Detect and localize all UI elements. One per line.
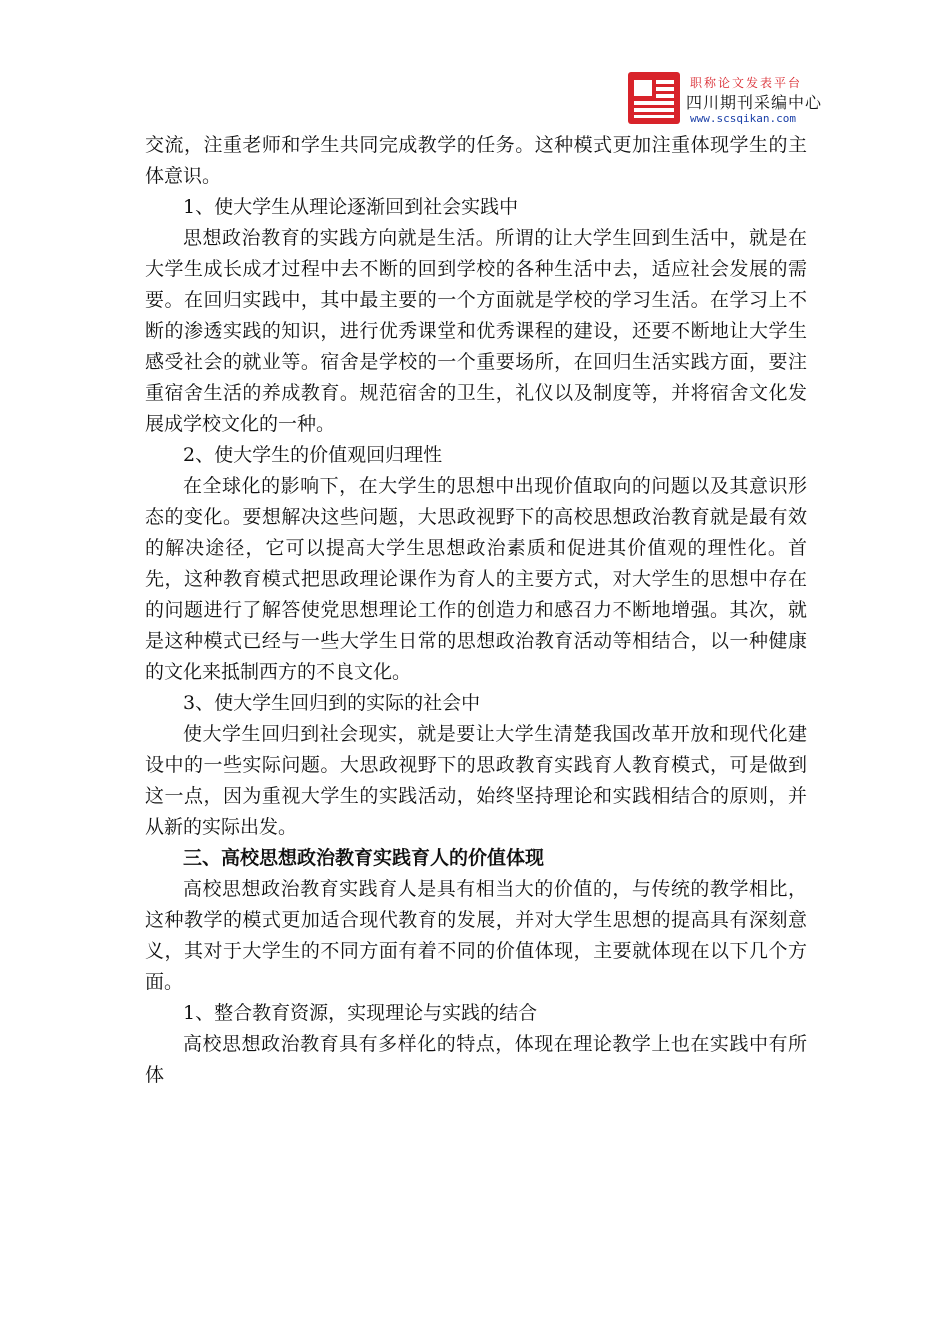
paragraph: 高校思想政治教育具有多样化的特点，体现在理论教学上也在实践中有所体 bbox=[145, 1033, 807, 1086]
section-subheading: 1、整合教育资源，实现理论与实践的结合 bbox=[183, 1002, 538, 1024]
section-heading: 三、高校思想政治教育实践育人的价值体现 bbox=[183, 847, 545, 869]
logo-url: www.scsqikan.com bbox=[690, 112, 796, 125]
paragraph: 使大学生回归到社会现实，就是要让大学生清楚我国改革开放和现代化建设中的一些实际问题。大思政视野下的思政教育实践育人教育模式，可是做到这一点，因为重视大学生的实践活动，始终坚持理论和实践相结合的原则，并从新的实际出发。 bbox=[145, 723, 807, 838]
paragraph: 高校思想政治教育实践育人是具有相当大的价值的，与传统的教学相比，这种教学的模式更加适合现代教育的发展，并对大学生思想的提高具有深刻意义，其对于大学生的不同方面有着不同的价值体现，主要就体现在以下几个方面。 bbox=[145, 878, 807, 993]
document-body bbox=[145, 130, 807, 1091]
paragraph: 在全球化的影响下，在大学生的思想中出现价值取向的问题以及其意识形态的变化。要想解决这些问题，大思政视野下的高校思想政治教育就是最有效的解决途径，它可以提高大学生思想政治素质和促进其价值观的理性化。首先，这种教育模式把思政理论课作为育人的主要方式，对大学生的思想中存在的问题进行了解答使党思想理论工作的创造力和感召力不断地增强。其次，就是这种模式已经与一些大学生日常的思想政治教育活动等相结合，以一种健康的文化来抵制西方的不良文化。 bbox=[145, 475, 807, 683]
section-subheading: 2、使大学生的价值观回归理性 bbox=[183, 444, 443, 466]
newspaper-icon bbox=[628, 72, 680, 124]
section-subheading: 3、使大学生回归到的实际的社会中 bbox=[183, 692, 481, 714]
publisher-logo bbox=[628, 72, 823, 130]
logo-tagline: 职称论文发表平台 bbox=[690, 76, 803, 90]
paragraph: 交流，注重老师和学生共同完成教学的任务。这种模式更加注重体现学生的主体意识。 bbox=[145, 134, 807, 187]
logo-title: 四川期刊采编中心 bbox=[686, 93, 823, 112]
paragraph: 思想政治教育的实践方向就是生活。所谓的让大学生回到生活中，就是在大学生成长成才过程中去不断的回到学校的各种生活中去，适应社会发展的需要。在回归实践中，其中最主要的一个方面就是学校的学习生活。在学习上不断的渗透实践的知识，进行优秀课堂和优秀课程的建设，还要不断地让大学生感受社会的就业等。宿舍是学校的一个重要场所，在回归生活实践方面，要注重宿舍生活的养成教育。规范宿舍的卫生，礼仪以及制度等，并将宿舍文化发展成学校文化的一种。 bbox=[145, 227, 807, 435]
section-subheading: 1、使大学生从理论逐渐回到社会实践中 bbox=[183, 196, 519, 218]
